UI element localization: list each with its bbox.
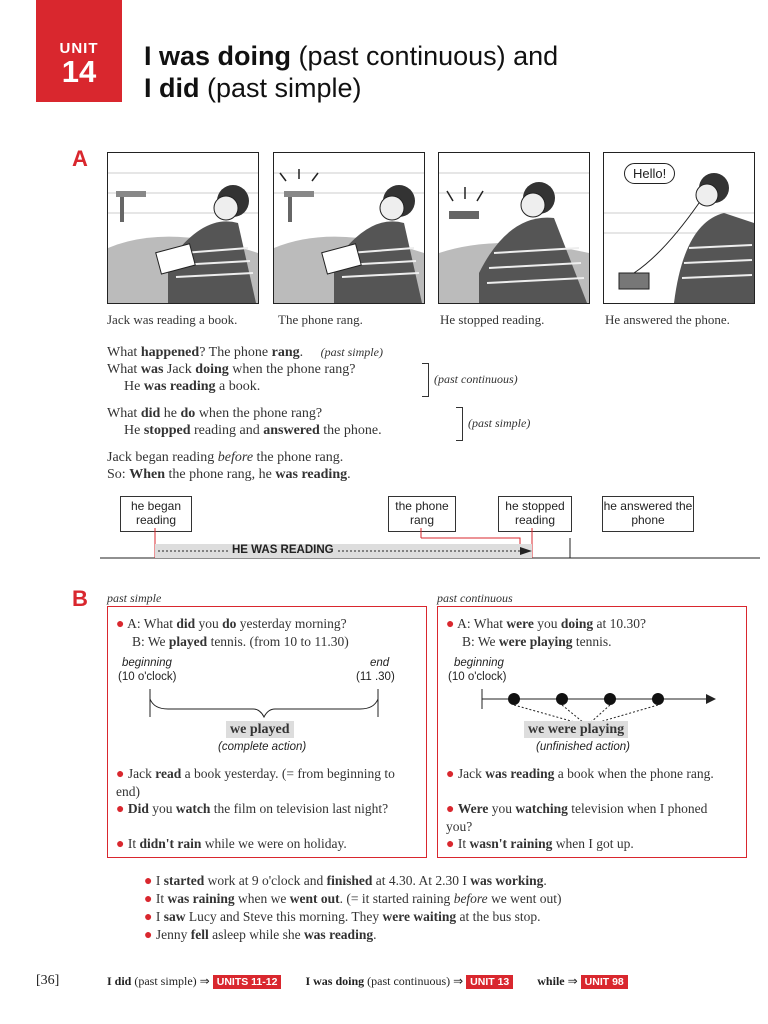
note-past-simple: (past simple) [468, 416, 531, 430]
picture-phone-rang [273, 152, 425, 304]
timeline-rang: the phone rang [388, 496, 456, 532]
footer-links: I did (past simple) ⇒ UNITS 11-12 I was doing (past continuous) ⇒ UNIT 13 while ⇒ UNIT 98 [107, 974, 628, 989]
qa-past-continuous: ● A: What were you doing at 10.30? B: We were playing tennis. [446, 616, 646, 649]
caption-2: The phone rang. [278, 312, 363, 327]
caption-4: He answered the phone. [605, 312, 730, 327]
example-right-2: ● Were you watching television when I phoned you? [446, 801, 708, 834]
panel-past-continuous [437, 606, 747, 858]
answer-was-reading: He was reading a book. [124, 379, 261, 394]
picture-answered [603, 152, 755, 304]
page-number: [36] [36, 973, 60, 988]
label-beginning-right: beginning [454, 657, 504, 669]
bottom-example-4: ● Jenny fell asleep while she was reading. [144, 927, 377, 943]
section-a-letter: A [72, 146, 88, 171]
question-what-was-doing: What was Jack doing when the phone rang? [107, 362, 356, 377]
caption-1: Jack was reading a book. [107, 312, 238, 327]
timeline-stopped: he stopped reading [498, 496, 572, 532]
sentence-began-reading: Jack began reading before the phone rang. [107, 450, 344, 465]
example-right-3: ● It wasn't raining when I got up. [446, 836, 634, 852]
heading-past-simple: past simple [107, 591, 162, 605]
picture-reading [107, 152, 259, 304]
panel-past-simple [107, 606, 427, 858]
timeline-bar-label: HE WAS READING [228, 544, 338, 556]
page-title [144, 40, 558, 104]
picture-stopped [438, 152, 590, 304]
question-what-did-do: What did he do when the phone rang? [107, 406, 323, 421]
link-unit-98[interactable]: UNIT 98 [581, 975, 628, 989]
example-left-2: ● Did you watch the film on television last night? [116, 801, 389, 817]
label-complete-action: (complete action) [218, 741, 307, 753]
label-we-played: we played [226, 721, 294, 738]
example-left-1: ● Jack read a book yesterday. (= from beginning to end) [116, 766, 395, 799]
heading-past-continuous: past continuous [437, 591, 513, 605]
label-end: end [370, 657, 390, 669]
note-past-continuous: (past continuous) [434, 372, 518, 386]
speech-bubble: Hello! [624, 163, 675, 184]
label-beginning-time: (10 o'clock) [118, 671, 177, 683]
unit-number: 14 [61, 54, 97, 89]
timeline-a-diagram [100, 528, 760, 566]
label-end-time: (11 .30) [356, 671, 395, 683]
bottom-example-1: ● I started work at 9 o'clock and finished at 4.30. At 2.30 I was working. [144, 873, 547, 889]
label-beginning-time-right: (10 o'clock) [448, 671, 507, 683]
title-rest-1: (past continuous) and [291, 41, 559, 71]
title-bold-1: I was doing [144, 41, 292, 71]
sentence-so-when: So: When the phone rang, he was reading. [107, 467, 351, 482]
example-left-3: ● It didn't rain while we were on holiday. [116, 836, 347, 852]
title-rest-2: (past simple) [199, 73, 362, 103]
question-what-happened: What happened? The phone rang. (past simple) [107, 345, 383, 360]
link-units-11-12[interactable]: UNITS 11-12 [213, 975, 282, 989]
label-beginning: beginning [122, 657, 172, 669]
title-bold-2: I did [144, 73, 200, 103]
brace-1 [422, 363, 429, 397]
qa-past-simple: ● A: What did you do yesterday morning? B: We played tennis. (from 10 to 11.30) [116, 616, 349, 649]
brace-2 [456, 407, 463, 441]
bottom-example-2: ● It was raining when we went out. (= it started raining before we went out) [144, 891, 562, 907]
caption-3: He stopped reading. [440, 312, 545, 327]
answer-stopped: He stopped reading and answered the phone. [124, 423, 382, 438]
timeline-answered: he answered the phone [602, 496, 694, 532]
section-b-letter: B [72, 586, 88, 611]
label-we-were-playing: we were playing [524, 721, 628, 738]
bottom-example-3: ● I saw Lucy and Steve this morning. They were waiting at the bus stop. [144, 909, 541, 925]
timeline-began: he began reading [120, 496, 192, 532]
example-right-1: ● Jack was reading a book when the phone rang. [446, 766, 714, 782]
link-unit-13[interactable]: UNIT 13 [466, 975, 513, 989]
unit-label: UNIT [59, 40, 99, 57]
label-unfinished-action: (unfinished action) [536, 741, 630, 753]
unit-badge [36, 0, 122, 102]
